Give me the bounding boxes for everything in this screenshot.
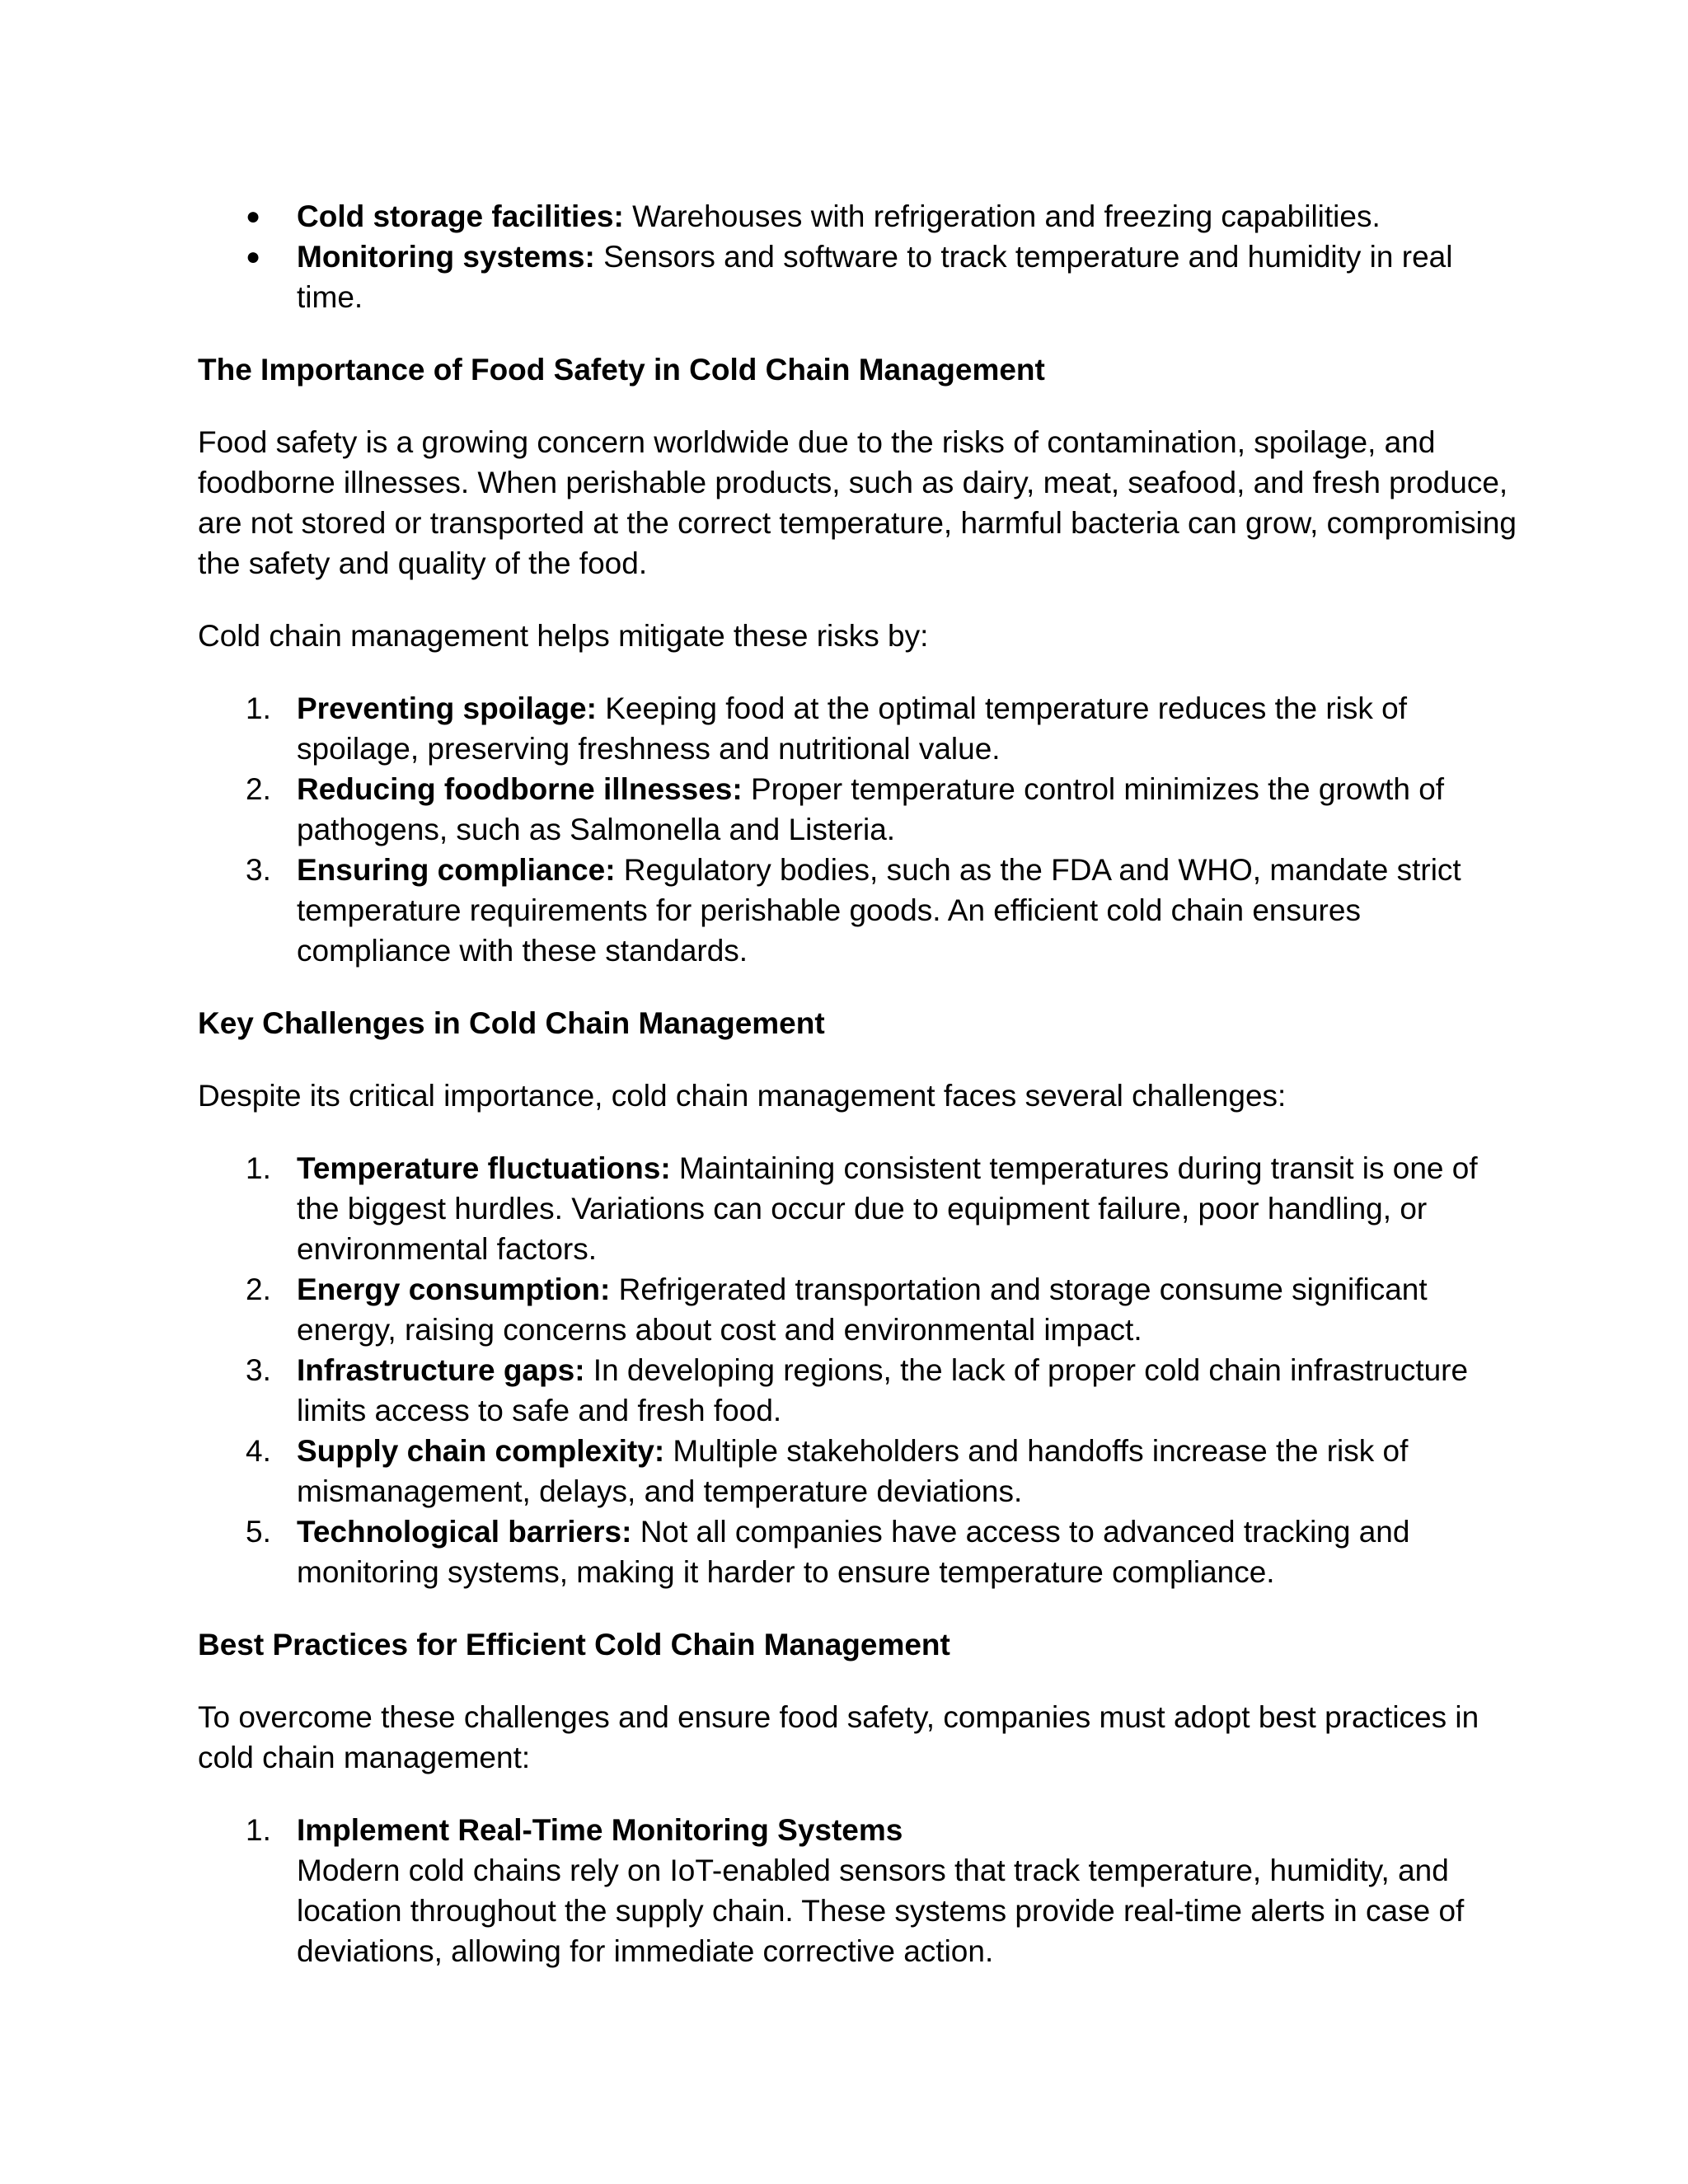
list-item — [198, 1269, 1523, 1350]
list-item — [198, 850, 1523, 971]
item-term: Reducing foodborne illnesses: — [297, 772, 743, 806]
item-text: Warehouses with refrigeration and freezing capabilities. — [623, 199, 1381, 233]
list-item — [198, 769, 1523, 850]
section-heading: The Importance of Food Safety in Cold Chain Management — [198, 353, 1045, 387]
list-item — [198, 688, 1523, 769]
bullet-list — [198, 196, 1523, 317]
paragraph: Food safety is a growing concern worldwide due to the risks of contamination, spoilage, and foodborne illnesses. When perishable products, such as dairy, meat, seafood, and fresh produce, are not stored or transported at the correct temperature, harmful bacteria can grow, compromising the safety and quality of the food. — [198, 425, 1517, 580]
section-heading: Best Practices for Efficient Cold Chain Management — [198, 1628, 950, 1661]
item-term: Cold storage facilities: — [297, 199, 624, 233]
list-number: 2. — [246, 1272, 271, 1306]
item-text: Multiple stakeholders and handoffs increase the risk of mismanagement, delays, and temperature deviations. — [297, 1434, 1409, 1508]
list-number: 3. — [246, 853, 271, 887]
item-term: Implement Real-Time Monitoring Systems — [297, 1813, 903, 1847]
paragraph: Cold chain management helps mitigate these risks by: — [198, 619, 929, 653]
item-text: Proper temperature control minimizes the growth of pathogens, such as Salmonella and Listeria. — [297, 772, 1445, 846]
item-text: Sensors and software to track temperature and humidity in real time. — [297, 240, 1453, 314]
numbered-list — [198, 1810, 1523, 1971]
item-text: Keeping food at the optimal temperature reduces the risk of spoilage, preserving freshness and nutritional value. — [297, 691, 1408, 766]
list-item — [198, 196, 1523, 237]
list-number: 1. — [246, 1151, 271, 1185]
numbered-list — [198, 688, 1523, 971]
list-number: 4. — [246, 1434, 271, 1468]
item-term: Supply chain complexity: — [297, 1434, 665, 1468]
item-text: In developing regions, the lack of proper cold chain infrastructure limits access to safe and fresh food. — [297, 1353, 1469, 1427]
bullet-icon: ● — [246, 203, 261, 230]
list-number: 2. — [246, 772, 271, 806]
list-number: 1. — [246, 691, 271, 725]
list-item — [198, 1431, 1523, 1511]
numbered-list — [198, 1148, 1523, 1592]
list-item — [198, 1810, 1523, 1971]
list-number: 5. — [246, 1515, 271, 1549]
list-number: 3. — [246, 1353, 271, 1387]
list-item — [198, 1511, 1523, 1592]
item-text: Refrigerated transportation and storage consume significant energy, raising concerns about cost and environmental impact. — [297, 1272, 1428, 1347]
list-item — [198, 237, 1523, 317]
item-text: Maintaining consistent temperatures during transit is one of the biggest hurdles. Variations can occur due to equipment failure, poor handling, or environmental factors. — [297, 1151, 1478, 1266]
item-term: Temperature fluctuations: — [297, 1151, 671, 1185]
item-term: Ensuring compliance: — [297, 853, 616, 887]
item-term: Infrastructure gaps: — [297, 1353, 585, 1387]
item-text: Not all companies have access to advanced tracking and monitoring systems, making it harder to ensure temperature compliance. — [297, 1515, 1410, 1589]
bullet-icon: ● — [246, 243, 261, 270]
item-term: Technological barriers: — [297, 1515, 632, 1549]
item-text: Regulatory bodies, such as the FDA and WHO, mandate strict temperature requirements for perishable goods. An efficient cold chain ensures compliance with these standards. — [297, 853, 1461, 968]
paragraph: To overcome these challenges and ensure food safety, companies must adopt best practices in cold chain management: — [198, 1700, 1479, 1774]
item-text: Modern cold chains rely on IoT-enabled sensors that track temperature, humidity, and location throughout the supply chain. These systems provide real-time alerts in case of deviations, allowing for immediate corrective action. — [297, 1854, 1465, 1968]
list-item — [198, 1350, 1523, 1431]
item-term: Preventing spoilage: — [297, 691, 597, 725]
list-item — [198, 1148, 1523, 1269]
paragraph: Despite its critical importance, cold chain management faces several challenges: — [198, 1079, 1287, 1113]
item-term: Monitoring systems: — [297, 240, 595, 274]
list-number: 1. — [246, 1813, 271, 1847]
section-heading: Key Challenges in Cold Chain Management — [198, 1006, 825, 1040]
item-term: Energy consumption: — [297, 1272, 611, 1306]
